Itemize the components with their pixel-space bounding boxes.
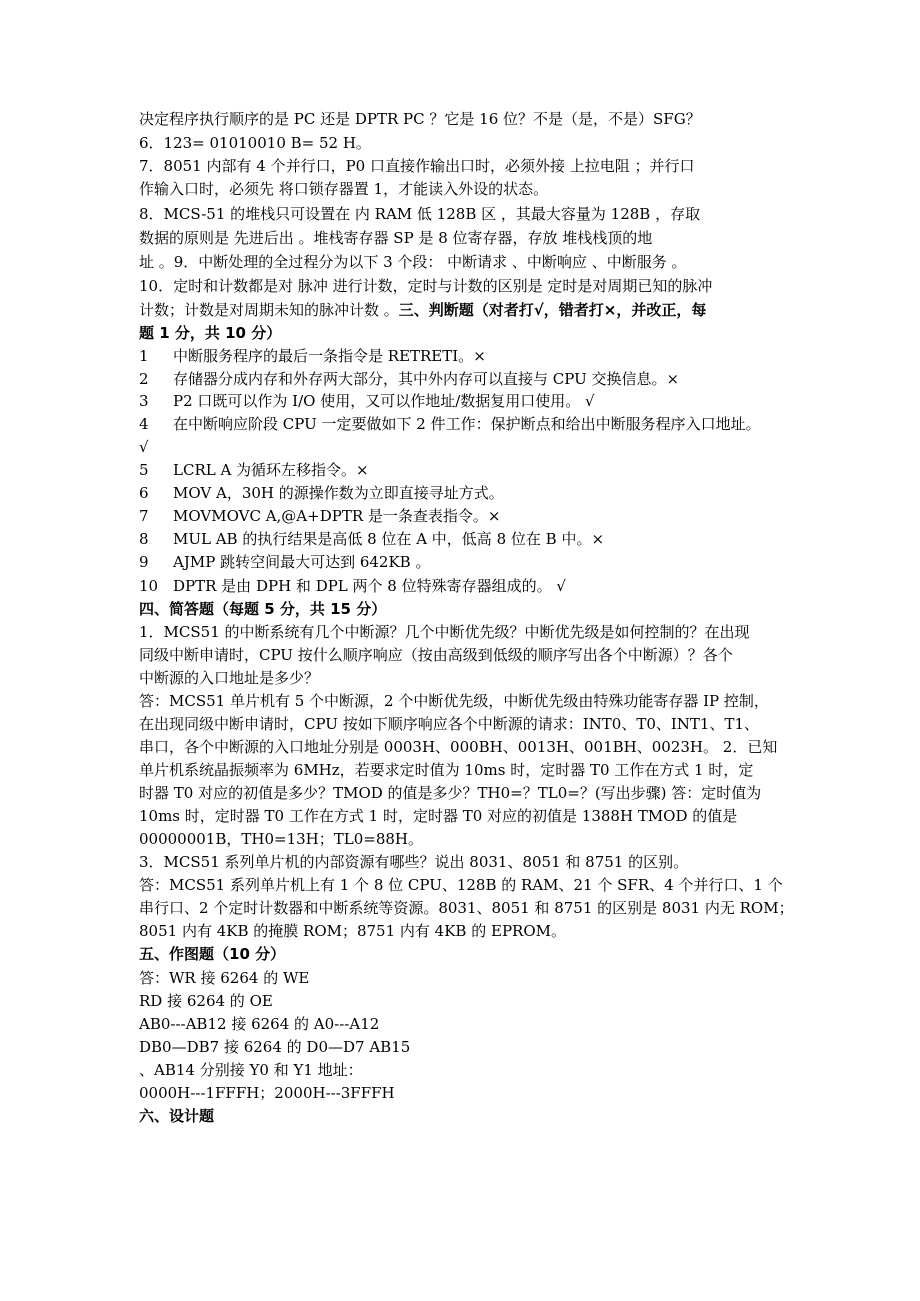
judge-item: √ [139,438,149,456]
short-line: 单片机系统晶振频率为 6MHz，若要求定时值为 10ms 时，定时器 T0 工作在方式 1 时，定 [139,761,754,779]
judge-item: 2 存储器分成内存和外存两大部分，其中外内存可以直接与 CPU 交换信息。× [139,370,680,388]
drawing-line: 答：WR 接 6264 的 WE [139,969,310,987]
short-line: 在出现同级中断申请时，CPU 按如下顺序响应各个中断源的请求：INT0、T0、INT1、T1、 [139,715,760,733]
drawing-line: 0000H---1FFFH；2000H---3FFFH [139,1084,395,1102]
section-heading-judge: 三、判断题（对者打√，错者打×，并改正，每 [398,301,707,319]
short-line: 答：MCS51 单片机有 5 个中断源，2 个中断优先级，中断优先级由特殊功能寄存器 IP 控制， [139,692,769,710]
short-line: 1．MCS51 的中断系统有几个中断源？几个中断优先级？中断优先级是如何控制的？在出现 [139,623,750,641]
fill-line-1: 决定程序执行顺序的是 PC 还是 DPTR PC ？它是 16 位？不是（是，不是）SFG？ [139,110,701,128]
fill-line-3: 7．8051 内部有 4 个并行口，P0 口直接作输出口时，必须外接 上拉电阻 ；并行口 [139,157,695,175]
short-line: 8051 内有 4KB 的掩膜 ROM；8751 内有 4KB 的 EPROM。 [139,922,566,940]
drawing-line: RD 接 6264 的 OE [139,992,273,1010]
short-line: 同级中断申请时，CPU 按什么顺序响应（按由高级到低级的顺序写出各个中断源）？各个 [139,646,733,664]
section-heading-short: 四、简答题（每题 5 分，共 15 分） [139,600,387,618]
short-line: 串口，各个中断源的入口地址分别是 0003H、000BH、0013H、001BH、0023H。 2．已知 [139,738,778,756]
short-line: 串行口、2 个定时计数器和中断系统等资源。8031、8051 和 8751 的区别是 8031 内无 ROM； [139,899,794,917]
fill-line-5: 8．MCS-51 的堆栈只可设置在 内 RAM 低 128B 区 ，其最大容量为 128B ，存取 [139,205,701,223]
fill-line-8: 10．定时和计数都是对 脉冲 进行计数，定时与计数的区别是 定时是对周期已知的脉冲 [139,277,713,295]
short-line: 时器 T0 对应的初值是多少？TMOD 的值是多少？TH0=？TL0=？(写出步骤) 答：定时值为 [139,784,762,802]
judge-item: 9 AJMP 跳转空间最大可达到 642KB 。 [139,553,431,571]
drawing-line: 、AB14 分别接 Y0 和 Y1 地址： [139,1061,363,1079]
fill-line-4: 作输入口时，必须先 将口锁存器置 1，才能读入外设的状态。 [139,180,549,198]
short-line: 3．MCS51 系列单片机的内部资源有哪些？说出 8031、8051 和 8751 的区别。 [139,853,689,871]
drawing-line: DB0—DB7 接 6264 的 D0—D7 AB15 [139,1038,411,1056]
section-heading-design: 六、设计题 [139,1107,215,1125]
judge-item: 5 LCRL A 为循环左移指令。× [139,461,369,479]
judge-item: 6 MOV A，30H 的源操作数为立即直接寻址方式。 [139,484,504,502]
judge-item: 10 DPTR 是由 DPH 和 DPL 两个 8 位特殊寄存器组成的。 √ [139,577,566,595]
short-line: 00000001B，TH0=13H；TL0=88H。 [139,830,423,848]
judge-item: 8 MUL AB 的执行结果是高低 8 位在 A 中，低高 8 位在 B 中。× [139,530,605,548]
drawing-line: AB0---AB12 接 6264 的 A0---A12 [139,1015,380,1033]
judge-item: 7 MOVMOVC A,@A+DPTR 是一条查表指令。× [139,507,501,525]
short-line: 中断源的入口地址是多少？ [139,669,320,687]
judge-item: 4 在中断响应阶段 CPU 一定要做如下 2 件工作：保护断点和给出中断服务程序入口地址。 [139,415,761,433]
fill-line-2: 6．123= 01010010 B= 52 H。 [139,134,371,152]
fill-line-7: 址 。9．中断处理的全过程分为以下 3 个段： 中断请求 、中断响应 、中断服务 。 [139,253,687,271]
short-line: 答：MCS51 系列单片机上有 1 个 8 位 CPU、128B 的 RAM、21 个 SFR、4 个并行口、1 个 [139,876,783,894]
short-line: 10ms 时，定时器 T0 工作在方式 1 时，定时器 T0 对应的初值是 1388H TMOD 的值是 [139,807,738,825]
fill-line-6: 数据的原则是 先进后出 。堆栈寄存器 SP 是 8 位寄存器，存放 堆栈栈顶的地 [139,229,653,247]
fill-line-9-text: 计数；计数是对周期未知的脉冲计数 。 [139,301,399,319]
judge-item: 3 P2 口既可以作为 I/O 使用，又可以作地址/数据复用口使用。 √ [139,392,595,410]
fill-line-9 [139,299,801,321]
section-heading-drawing: 五、作图题（10 分） [139,945,286,963]
judge-item: 1 中断服务程序的最后一条指令是 RETRETI。× [139,347,486,365]
section-heading-judge-cont: 题 1 分，共 10 分） [139,324,282,342]
